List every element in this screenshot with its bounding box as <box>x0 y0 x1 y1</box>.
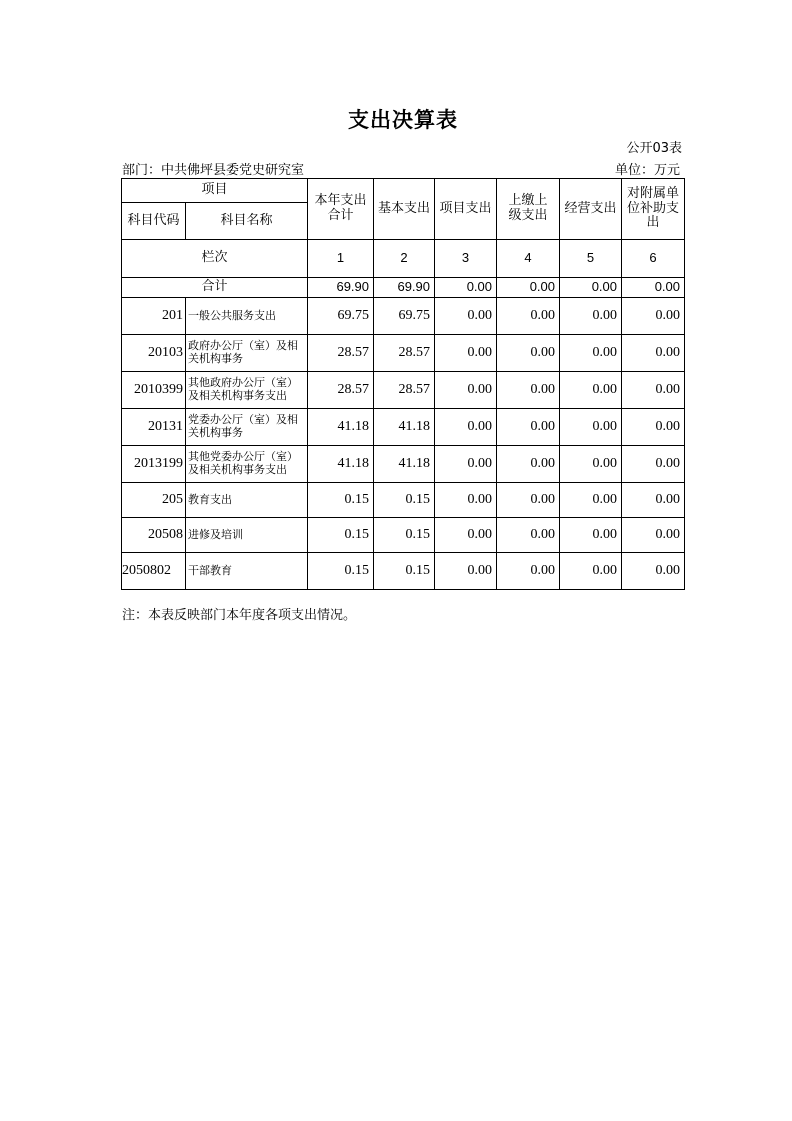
footnote: 注：本表反映部门本年度各项支出情况。 <box>122 608 357 623</box>
row-value: 41.18 <box>374 446 435 483</box>
row-value: 0.00 <box>435 372 497 409</box>
row-code: 2013199 <box>122 446 186 483</box>
row-value: 0.00 <box>560 335 622 372</box>
row-value: 0.00 <box>497 483 560 518</box>
row-value: 0.00 <box>560 298 622 335</box>
row-name: 进修及培训 <box>186 518 308 553</box>
row-value: 41.18 <box>308 446 374 483</box>
column-index-cell: 5 <box>560 240 622 278</box>
header-total: 本年支出合计 <box>308 179 374 240</box>
row-value: 0.00 <box>435 298 497 335</box>
total-label: 合计 <box>122 278 308 298</box>
total-row <box>122 278 685 298</box>
row-code: 20103 <box>122 335 186 372</box>
column-index-cell: 3 <box>435 240 497 278</box>
row-value: 28.57 <box>374 335 435 372</box>
row-value: 0.00 <box>560 372 622 409</box>
column-index-cell: 2 <box>374 240 435 278</box>
total-value: 0.00 <box>622 278 685 298</box>
expenditure-table <box>121 178 685 590</box>
row-value: 41.18 <box>374 409 435 446</box>
header-name: 科目名称 <box>186 203 308 240</box>
row-code: 2050802 <box>122 553 186 590</box>
header-upper: 上缴上级支出 <box>497 179 560 240</box>
row-value: 0.00 <box>497 335 560 372</box>
total-value: 69.90 <box>374 278 435 298</box>
row-code: 205 <box>122 483 186 518</box>
column-index-cell: 4 <box>497 240 560 278</box>
report-title: 支出决算表 <box>348 108 458 132</box>
table-row <box>122 409 685 446</box>
row-value: 0.00 <box>622 483 685 518</box>
header-business: 经营支出 <box>560 179 622 240</box>
row-value: 0.00 <box>560 518 622 553</box>
header-subsidy: 对附属单位补助支出 <box>622 179 685 240</box>
row-value: 28.57 <box>308 335 374 372</box>
table-row <box>122 446 685 483</box>
total-value: 0.00 <box>435 278 497 298</box>
row-value: 0.00 <box>622 372 685 409</box>
row-code: 201 <box>122 298 186 335</box>
row-name: 其他政府办公厅（室）及相关机构事务支出 <box>186 372 308 409</box>
department-label: 部门：中共佛坪县委党史研究室 <box>122 163 305 178</box>
row-value: 0.15 <box>308 518 374 553</box>
row-value: 0.00 <box>622 446 685 483</box>
table-row <box>122 553 685 590</box>
table-row <box>122 372 685 409</box>
row-value: 0.00 <box>435 483 497 518</box>
header-basic: 基本支出 <box>374 179 435 240</box>
row-name: 干部教育 <box>186 553 308 590</box>
row-value: 28.57 <box>374 372 435 409</box>
row-code: 20131 <box>122 409 186 446</box>
header-code: 科目代码 <box>122 203 186 240</box>
row-value: 0.00 <box>435 553 497 590</box>
row-value: 28.57 <box>308 372 374 409</box>
row-value: 0.00 <box>560 409 622 446</box>
row-value: 0.00 <box>497 446 560 483</box>
row-value: 0.00 <box>497 409 560 446</box>
header-project: 项目 <box>122 179 308 203</box>
header-row-1 <box>122 179 685 203</box>
row-value: 0.00 <box>497 298 560 335</box>
row-value: 69.75 <box>374 298 435 335</box>
table-row <box>122 335 685 372</box>
row-name: 教育支出 <box>186 483 308 518</box>
row-value: 0.15 <box>374 553 435 590</box>
row-value: 0.00 <box>560 446 622 483</box>
row-value: 0.00 <box>497 372 560 409</box>
table-row <box>122 518 685 553</box>
row-value: 0.00 <box>497 553 560 590</box>
row-value: 0.00 <box>622 409 685 446</box>
row-value: 0.00 <box>435 409 497 446</box>
row-value: 41.18 <box>308 409 374 446</box>
form-number: 公开03表 <box>626 141 682 156</box>
row-value: 0.15 <box>374 518 435 553</box>
row-value: 69.75 <box>308 298 374 335</box>
column-index-row <box>122 240 685 278</box>
total-value: 0.00 <box>497 278 560 298</box>
row-name: 政府办公厅（室）及相关机构事务 <box>186 335 308 372</box>
row-value: 0.00 <box>435 518 497 553</box>
row-value: 0.15 <box>308 483 374 518</box>
column-index-cell: 1 <box>308 240 374 278</box>
row-name: 党委办公厅（室）及相关机构事务 <box>186 409 308 446</box>
row-name: 其他党委办公厅（室）及相关机构事务支出 <box>186 446 308 483</box>
row-value: 0.00 <box>560 483 622 518</box>
table-row <box>122 298 685 335</box>
row-value: 0.00 <box>622 298 685 335</box>
row-value: 0.00 <box>435 335 497 372</box>
total-value: 69.90 <box>308 278 374 298</box>
column-index-label: 栏次 <box>122 240 308 278</box>
row-code: 20508 <box>122 518 186 553</box>
row-value: 0.15 <box>374 483 435 518</box>
row-value: 0.00 <box>560 553 622 590</box>
table-row <box>122 483 685 518</box>
row-value: 0.00 <box>622 553 685 590</box>
column-index-cell: 6 <box>622 240 685 278</box>
row-name: 一般公共服务支出 <box>186 298 308 335</box>
row-value: 0.00 <box>435 446 497 483</box>
row-code: 2010399 <box>122 372 186 409</box>
unit-label: 单位：万元 <box>614 163 680 178</box>
row-value: 0.00 <box>497 518 560 553</box>
header-project-expense: 项目支出 <box>435 179 497 240</box>
total-value: 0.00 <box>560 278 622 298</box>
row-value: 0.00 <box>622 518 685 553</box>
row-value: 0.15 <box>308 553 374 590</box>
row-value: 0.00 <box>622 335 685 372</box>
